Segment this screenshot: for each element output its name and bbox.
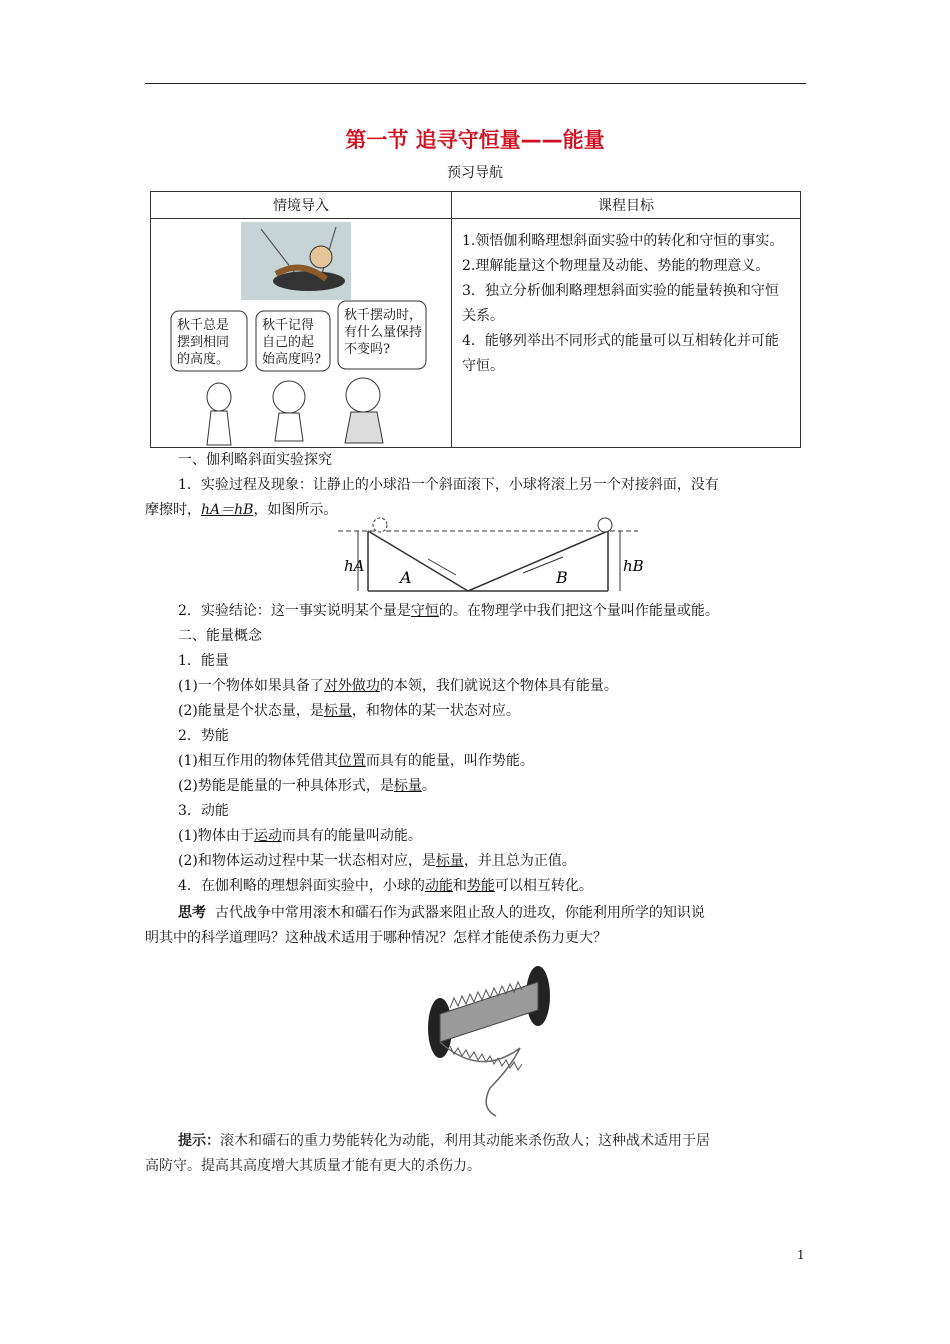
character-2 <box>273 381 305 413</box>
think-line-1: 思考 古代战争中常用滚木和礌石作为武器来阻止敌人的进攻，你能利用所学的知识说 <box>178 905 705 921</box>
kinetic-heading: 3．动能 <box>178 803 229 819</box>
bubble-text-3: 秋千摆动时，有什么量保持不变吗? <box>344 308 423 357</box>
swing-seat <box>273 271 345 291</box>
think-line-2: 明其中的科学道理吗？这种战术适用于哪种情况？怎样才能使杀伤力更大？ <box>145 930 607 946</box>
goal-item: 3．独立分析伽利略理想斜面实验的能量转换和守恒关系。 <box>462 283 779 324</box>
table-header-scenario: 情境导入 <box>151 192 452 219</box>
kinetic-item-2: (2)和物体运动过程中某一状态相对应，是标量，并且总为正值。 <box>178 853 576 869</box>
page-subtitle: 预习导航 <box>447 165 503 181</box>
energy-item-1: (1)一个物体如果具备了对外做功的本领，我们就说这个物体具有能量。 <box>178 678 618 694</box>
label-hA: hA <box>344 557 365 575</box>
ball-end <box>373 518 387 532</box>
scenario-cell <box>151 219 452 448</box>
goals-cell <box>452 219 801 448</box>
table-header-goals: 课程目标 <box>452 192 801 219</box>
incline-diagram <box>338 523 644 599</box>
section1-heading: 一、伽利略斜面实验探究 <box>178 452 332 468</box>
potential-heading: 2．势能 <box>178 728 229 744</box>
ball-start <box>598 518 612 532</box>
page-number: 1 <box>797 1248 805 1262</box>
preview-table <box>150 191 801 448</box>
section2-heading: 二、能量概念 <box>178 628 262 644</box>
goal-item: 1.领悟伽利略理想斜面实验中的转化和守恒的事实。 <box>462 233 784 249</box>
hint-line-2: 高防守。提高其高度增大其质量才能有更大的杀伤力。 <box>145 1158 481 1174</box>
potential-item-1: (1)相互作用的物体凭借其位置而具有的能量，叫作势能。 <box>178 753 534 769</box>
hint-line-1: 提示：滚木和礌石的重力势能转化为动能，利用其动能来杀伤敌人；这种战术适用于居 <box>178 1133 710 1149</box>
spiked-roller-image <box>420 958 560 1118</box>
kinetic-item-1: (1)物体由于运动而具有的能量叫动能。 <box>178 828 422 844</box>
energy-heading: 1．能量 <box>178 653 229 669</box>
character-1 <box>207 383 231 411</box>
conversion-item: 4．在伽利略的理想斜面实验中，小球的动能和势能可以相互转化。 <box>178 878 593 894</box>
section1-p1-line1: 1．实验过程及现象：让静止的小球沿一个斜面滚下，小球将滚上另一个对接斜面，没有 <box>178 477 719 493</box>
energy-item-2: (2)能量是个状态量，是标量，和物体的某一状态对应。 <box>178 703 520 719</box>
bubble-text-1: 秋千总是摆到相同的高度。 <box>177 318 230 367</box>
section1-p2: 2．实验结论：这一事实说明某个量是守恒的。在物理学中我们把这个量叫作能量或能。 <box>178 603 719 619</box>
label-B: B <box>556 568 568 587</box>
potential-item-2: (2)势能是能量的一种具体形式，是标量。 <box>178 778 436 794</box>
child-head <box>310 246 332 268</box>
goal-item: 4．能够列举出不同形式的能量可以互相转化并可能守恒。 <box>462 333 779 374</box>
bubble-text-2: 秋千记得自己的起始高度吗? <box>262 318 321 367</box>
page-title: 第一节 追寻守恒量——能量 <box>345 128 605 152</box>
header-rule <box>145 83 806 84</box>
label-A: A <box>400 568 412 587</box>
label-hB: hB <box>623 557 644 575</box>
section1-p1-line2: 摩擦时，hA＝hB，如图所示。 <box>145 502 338 518</box>
character-3 <box>346 378 380 412</box>
goal-item: 2.理解能量这个物理量及动能、势能的物理意义。 <box>462 258 770 274</box>
